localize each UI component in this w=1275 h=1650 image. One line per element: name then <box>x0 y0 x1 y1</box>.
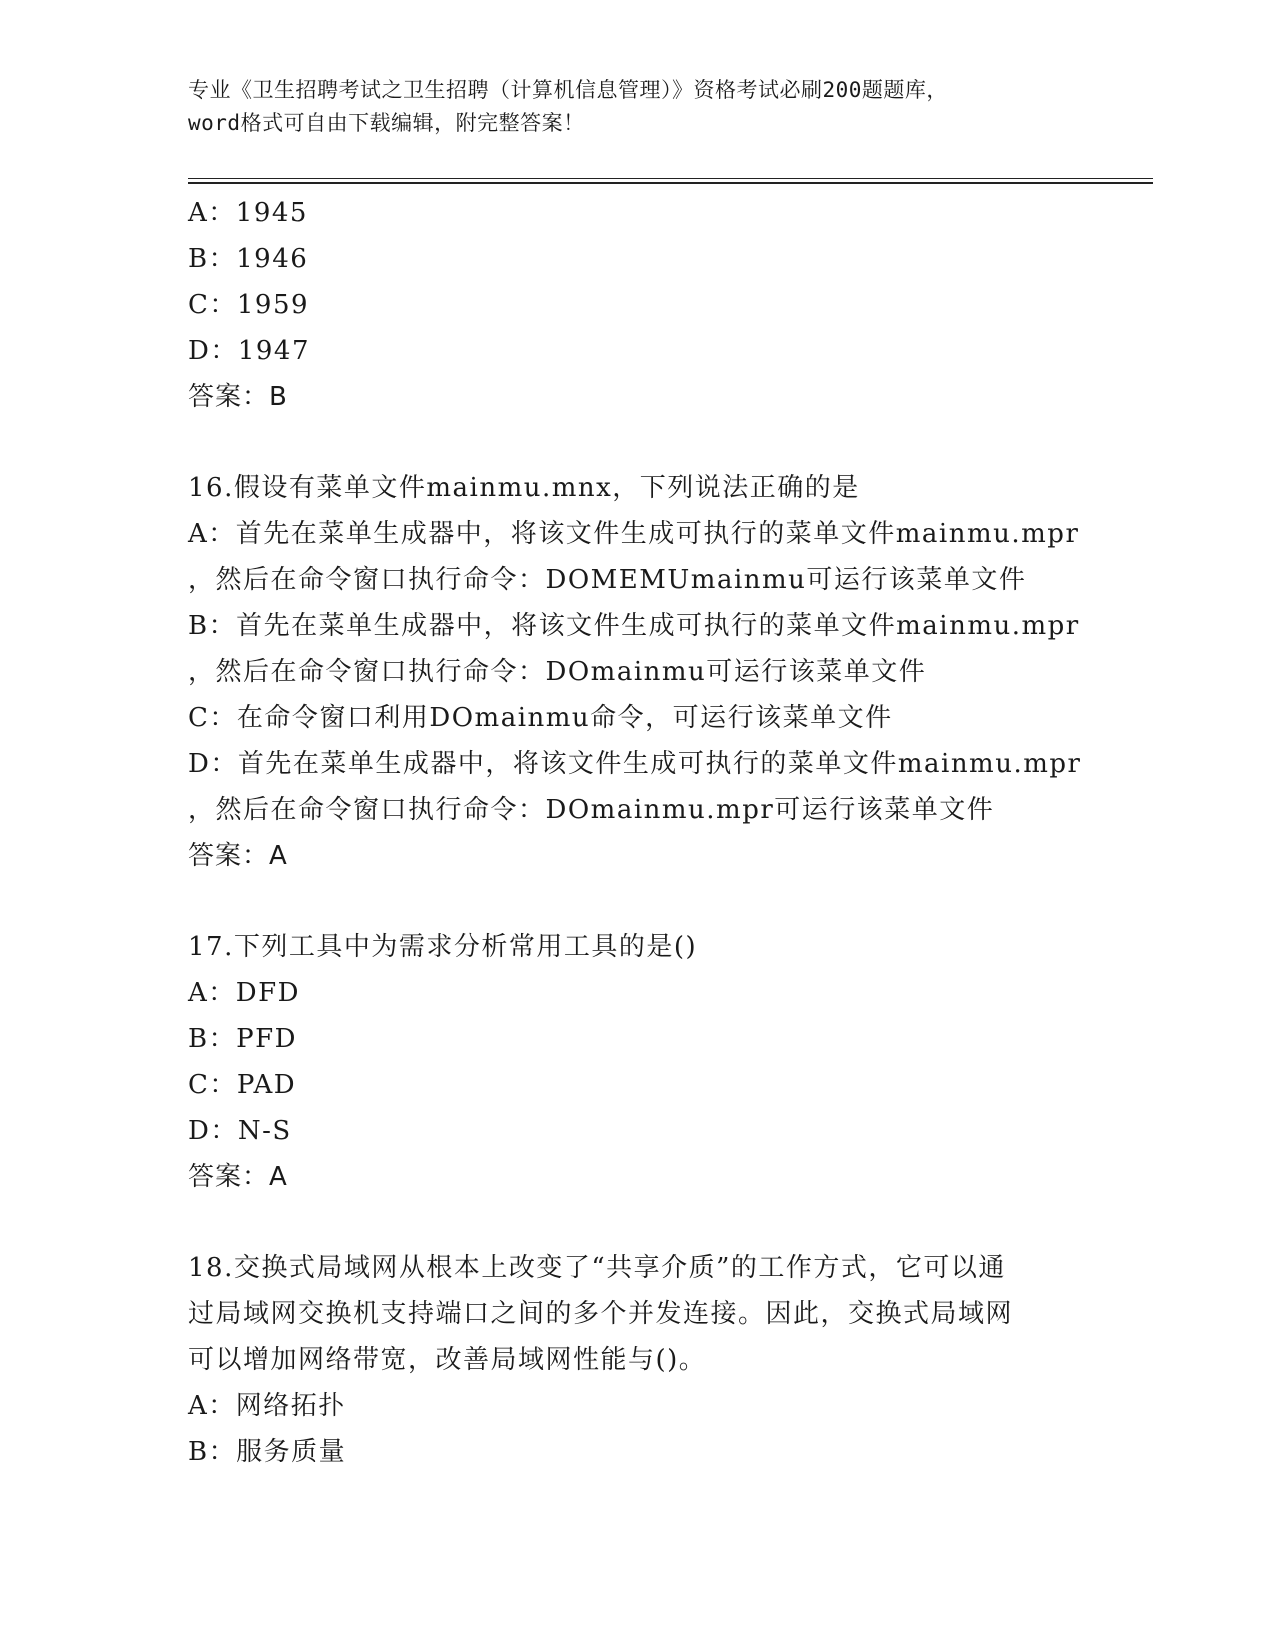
option-d: D：1947 <box>188 336 311 366</box>
option-a: A：DFD <box>188 978 301 1008</box>
option-b-continued: ，然后在命令窗口执行命令：DOmainmu可运行该菜单文件 <box>188 657 927 687</box>
spacer <box>188 879 1088 924</box>
spacer <box>188 420 1088 465</box>
question-text-line-3: 可以增加网络带宽，改善局域网性能与()。 <box>188 1345 707 1375</box>
option-b: B：首先在菜单生成器中，将该文件生成可执行的菜单文件mainmu.mpr <box>188 611 1080 641</box>
header-line-2: word格式可自由下载编辑，附完整答案！ <box>188 111 585 135</box>
question-text: 17.下列工具中为需求分析常用工具的是() <box>188 932 698 962</box>
option-d: D：N-S <box>188 1116 292 1146</box>
option-a: A：首先在菜单生成器中，将该文件生成可执行的菜单文件mainmu.mpr <box>188 519 1080 549</box>
spacer <box>188 1200 1088 1245</box>
question-text-line-2: 过局域网交换机支持端口之间的多个并发连接。因此，交换式局域网 <box>188 1299 1014 1329</box>
question-17 <box>188 924 1088 1200</box>
question-list <box>188 190 1088 1475</box>
answer: 答案：B <box>188 382 288 412</box>
option-c: C：1959 <box>188 290 310 320</box>
option-b: B：服务质量 <box>188 1437 347 1467</box>
header-divider-thin <box>188 178 1153 179</box>
option-c: C：在命令窗口利用DOmainmu命令，可运行该菜单文件 <box>188 703 893 733</box>
document-header <box>188 74 1088 140</box>
answer: 答案：A <box>188 841 288 871</box>
header-line-1: 专业《卫生招聘考试之卫生招聘（计算机信息管理）》资格考试必刷200题题库， <box>188 78 948 102</box>
question-16 <box>188 465 1088 879</box>
option-d-continued: ，然后在命令窗口执行命令：DOmainmu.mpr可运行该菜单文件 <box>188 795 995 825</box>
question-18 <box>188 1245 1088 1475</box>
option-a-continued: ，然后在命令窗口执行命令：DOMEMUmainmu可运行该菜单文件 <box>188 565 1027 595</box>
question-text: 16.假设有菜单文件mainmu.mnx，下列说法正确的是 <box>188 473 860 503</box>
answer: 答案：A <box>188 1162 288 1192</box>
option-b: B：1946 <box>188 244 309 274</box>
option-a: A：网络拓扑 <box>188 1391 346 1421</box>
option-b: B：PFD <box>188 1024 297 1054</box>
option-c: C：PAD <box>188 1070 297 1100</box>
option-d: D：首先在菜单生成器中，将该文件生成可执行的菜单文件mainmu.mpr <box>188 749 1082 779</box>
question-15 <box>188 190 1088 420</box>
header-divider-thick <box>188 182 1153 184</box>
option-a: A：1945 <box>188 198 308 228</box>
question-text-line-1: 18.交换式局域网从根本上改变了“共享介质”的工作方式，它可以通 <box>188 1253 1006 1283</box>
